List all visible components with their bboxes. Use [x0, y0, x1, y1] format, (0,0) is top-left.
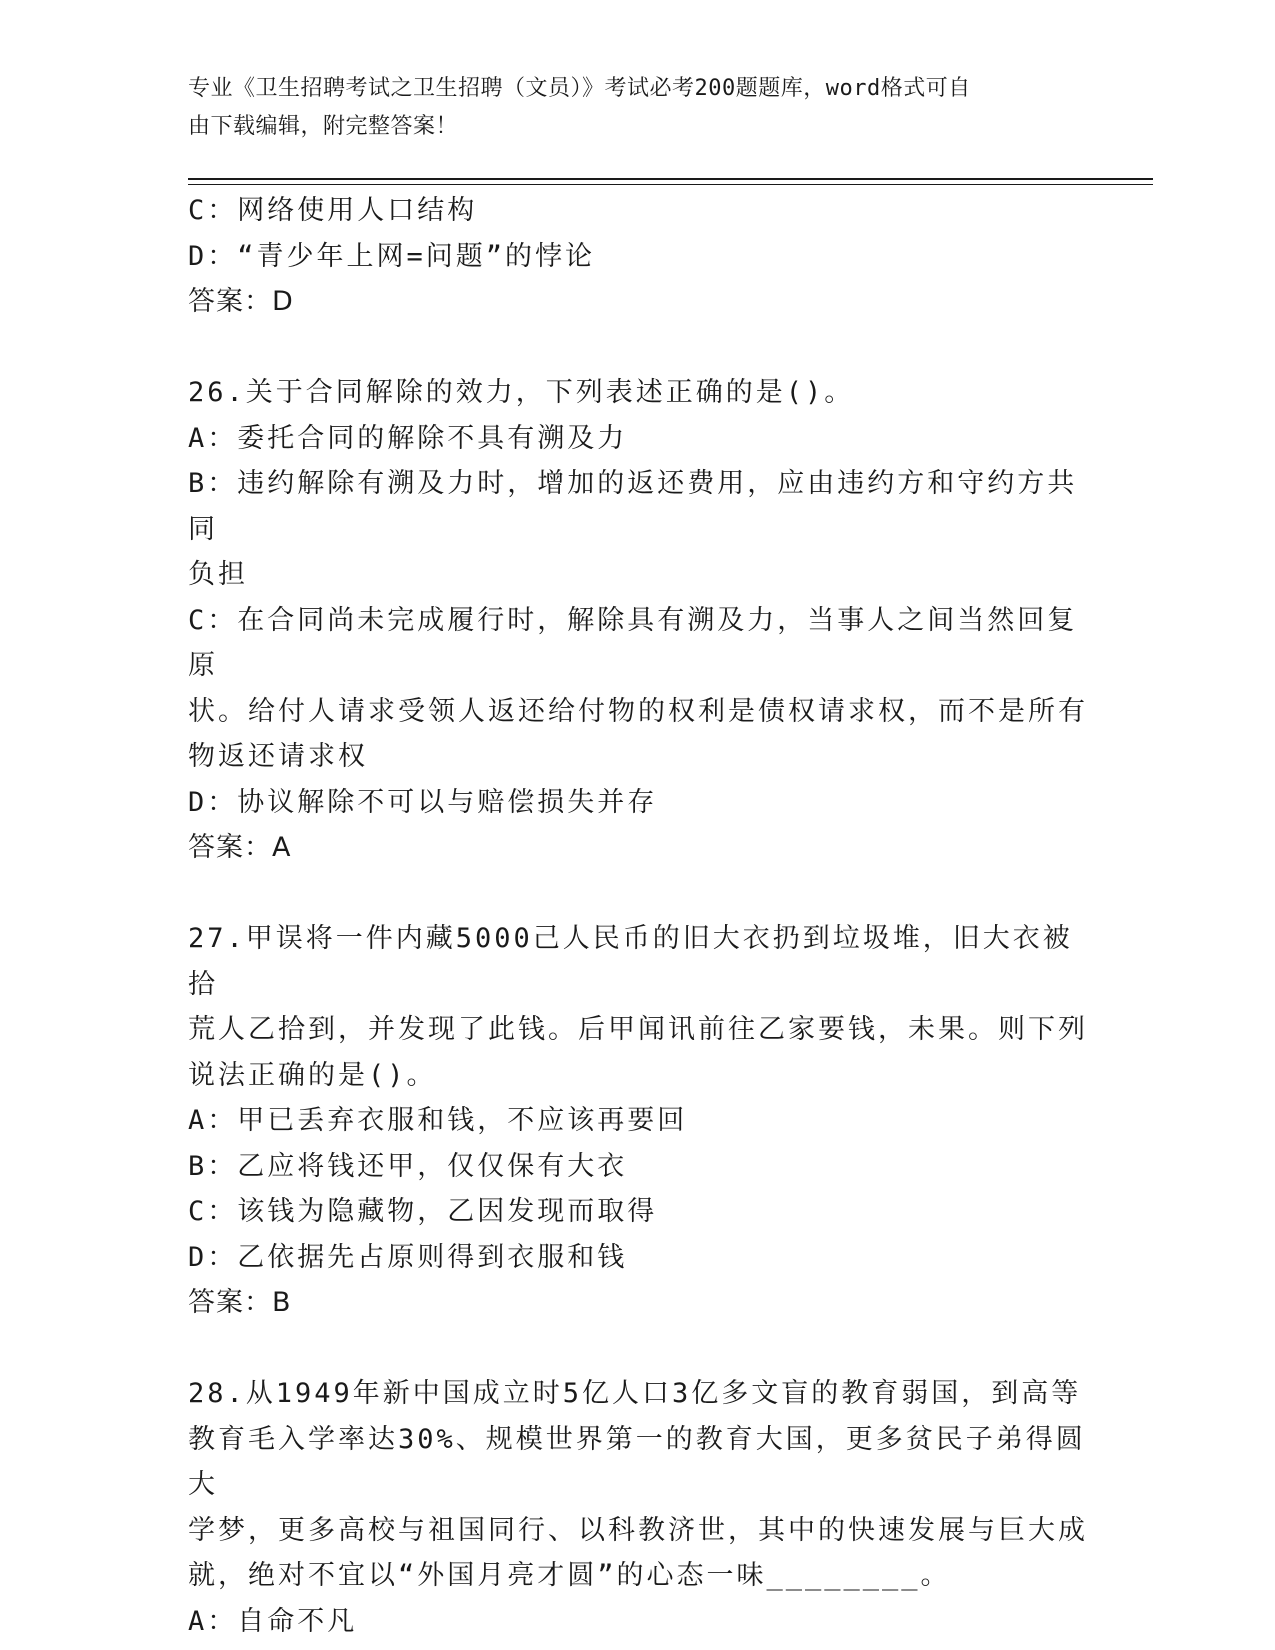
question-27: [188, 916, 1088, 1326]
q28-stem-line-3: 学梦，更多高校与祖国同行、以科教济世，其中的快速发展与巨大成: [188, 1514, 1088, 1546]
question-25-tail: [188, 188, 1088, 325]
q26-option-c-line-1: C：在合同尚未完成履行时，解除具有溯及力，当事人之间当然回复原: [188, 604, 1078, 681]
q26-option-b-line-1: B：违约解除有溯及力时，增加的返还费用，应由违约方和守约方共同: [188, 468, 1078, 545]
q25-option-c: C：网络使用人口结构: [188, 195, 478, 226]
header-line-2: 由下载编辑，附完整答案！: [188, 114, 459, 139]
q27-option-c: C：该钱为隐藏物，乙因发现而取得: [188, 1196, 658, 1227]
q26-option-a: A：委托合同的解除不具有溯及力: [188, 422, 628, 454]
q28-option-a: A：自命不凡: [188, 1605, 358, 1637]
header-divider-thick: [188, 178, 1153, 180]
q26-option-c-line-3: 物返还请求权: [188, 741, 368, 772]
q26-option-b-line-2: 负担: [188, 559, 248, 590]
q28-stem-line-2: 教育毛入学率达30%、规模世界第一的教育大国，更多贫民子弟得圆大: [188, 1423, 1086, 1500]
q27-stem-line-3: 说法正确的是()。: [188, 1059, 437, 1091]
q26-answer: 答案：A: [188, 832, 292, 863]
q26-option-c-line-2: 状。给付人请求受领人返还给付物的权利是债权请求权，而不是所有: [188, 695, 1088, 727]
document-header: [188, 70, 1068, 146]
question-28: [188, 1371, 1088, 1644]
q27-option-a: A：甲已丢弃衣服和钱，不应该再要回: [188, 1105, 688, 1136]
question-content: [188, 188, 1088, 1644]
q27-stem-line-2: 荒人乙拾到，并发现了此钱。后甲闻讯前往乙家要钱，未果。则下列: [188, 1014, 1088, 1045]
header-line-1: 专业《卫生招聘考试之卫生招聘（文员）》考试必考200题题库，word格式可自: [188, 76, 971, 101]
q27-answer: 答案：B: [188, 1287, 292, 1318]
q27-option-d: D：乙依据先占原则得到衣服和钱: [188, 1241, 628, 1273]
q28-stem-line-4: 就，绝对不宜以“外国月亮才圆”的心态一味________。: [188, 1560, 951, 1591]
q27-option-b: B：乙应将钱还甲，仅仅保有大衣: [188, 1150, 628, 1182]
question-26: [188, 370, 1088, 871]
q25-answer: 答案：D: [188, 286, 294, 317]
q26-option-d: D：协议解除不可以与赔偿损失并存: [188, 786, 658, 818]
q27-stem-line-1: 27.甲误将一件内藏5000己人民币的旧大衣扔到垃圾堆，旧大衣被拾: [188, 923, 1073, 1000]
q28-stem-line-1: 28.从1949年新中国成立时5亿人口3亿多文盲的教育弱国，到高等: [188, 1378, 1082, 1409]
q25-option-d: D：“青少年上网=问题”的悖论: [188, 240, 596, 272]
q26-stem: 26.关于合同解除的效力，下列表述正确的是()。: [188, 377, 855, 408]
header-divider-thin: [188, 184, 1153, 185]
